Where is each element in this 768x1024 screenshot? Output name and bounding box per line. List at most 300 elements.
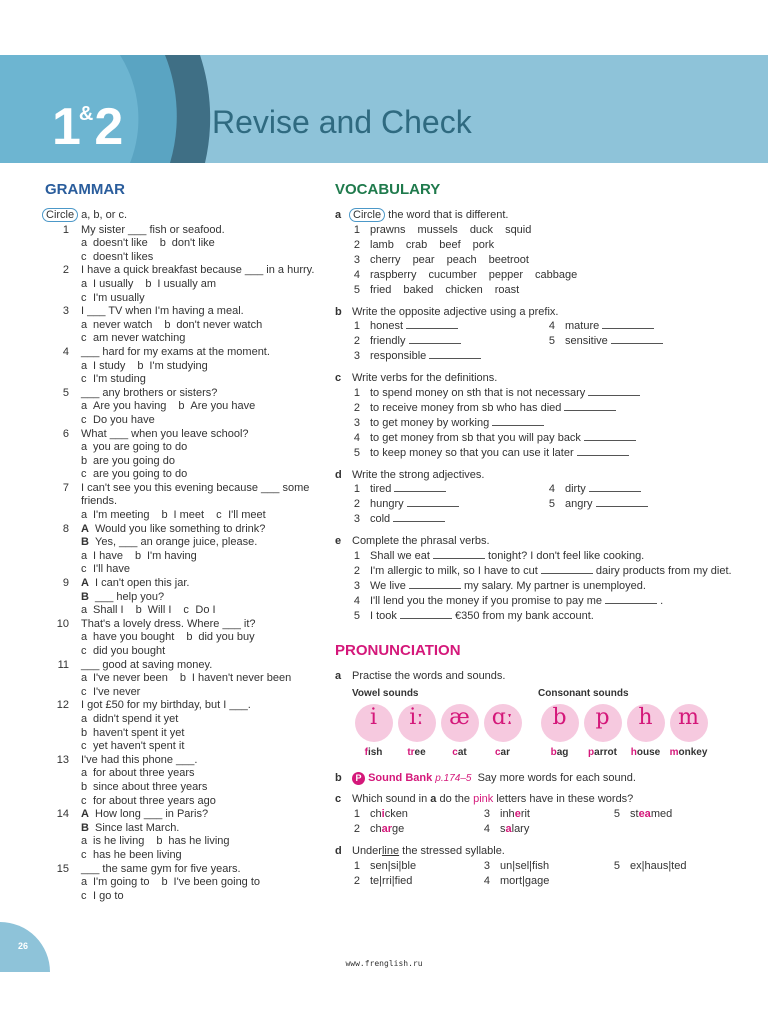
word-option[interactable]: pepper (488, 268, 524, 281)
item-number: 5 (613, 807, 620, 820)
highlighted-letters: m (669, 747, 679, 759)
exercise-item: 1 to spend money on sth that is not necessary (352, 386, 735, 401)
answer-option[interactable]: c I'll have (81, 563, 130, 576)
answer-option[interactable]: a doesn't like (81, 237, 148, 250)
grammar-heading: GRAMMAR (45, 181, 125, 198)
exercise-item: 3 We live my salary. My partner is unemployed. (353, 579, 646, 592)
sound-symbol: ɑː (491, 705, 514, 731)
vocab-exercise-d: d Write the strong adjectives. 1 tired 4 dirty 2 hungry 5 angry 3 cold (335, 469, 735, 528)
answer-option[interactable]: c Do I (183, 604, 216, 617)
item-number: 1 (353, 320, 360, 333)
sound-item (581, 704, 624, 760)
question-text: B Yes, ___ an orange juice, please. (81, 536, 258, 549)
answer-blank (605, 594, 657, 604)
answer-option[interactable]: a didn't spend it yet (81, 712, 179, 725)
option-letter: a (81, 509, 88, 522)
answer-blank (409, 579, 461, 589)
question-number: 1 (62, 223, 69, 236)
sound-bank-badge-icon: P (352, 772, 365, 785)
pink-letters: i (381, 807, 385, 820)
exercise-item: 4 I'll lend you the money if you promise to pay me . (353, 594, 664, 607)
item-number: 5 (353, 283, 360, 296)
item-number: 4 (483, 874, 490, 887)
right-column (335, 181, 735, 897)
question-text: 5 ___ any brothers or sisters? (45, 387, 320, 401)
answer-option[interactable]: c has he been living (81, 848, 182, 861)
word-option[interactable]: chicken (445, 283, 483, 296)
answer-option[interactable]: b Will I (135, 604, 172, 617)
pink-letters: e (514, 807, 521, 820)
option-line (45, 400, 320, 414)
pron-exercise-d: d Underline the stressed syllable. 1 sen|si|ble 3 un|sel|fish 5 ex|haus|ted 2 te|rri|fied 4 mort|gage (335, 845, 735, 889)
word-option[interactable]: beef (439, 238, 461, 251)
option-letter: b (161, 509, 168, 522)
circle-word: Circle (42, 208, 78, 222)
answer-blank (584, 431, 636, 441)
highlighted-letters: tr (407, 747, 415, 759)
option-line (45, 251, 320, 265)
question-text: B Since last March. (81, 821, 180, 834)
word-option[interactable]: cucumber (428, 268, 477, 281)
word-option[interactable]: baked (403, 283, 434, 296)
sound-picture-icon (584, 704, 622, 742)
option-letter: b (145, 277, 152, 290)
exercise-item: 5 sensitive (547, 334, 747, 349)
option-line (45, 604, 320, 618)
grammar-question (45, 387, 320, 428)
word-row (352, 223, 735, 238)
word-option[interactable]: pear (412, 253, 435, 266)
answer-option[interactable]: b since about three years (81, 780, 208, 793)
sound-item (481, 704, 524, 760)
option-letter: a (81, 277, 88, 290)
answer-option[interactable]: c I'm usually (81, 291, 145, 304)
answer-option[interactable]: a I've never been (81, 672, 168, 685)
question-text: 8 A Would you like something to drink? (45, 523, 320, 537)
word-option[interactable]: lamb (370, 238, 394, 251)
grammar-question (45, 754, 320, 808)
answer-option[interactable]: a you are going to do (81, 441, 188, 454)
exercise-item: 1 Shall we eat tonight? I don't feel like cooking. (353, 549, 645, 562)
answer-option[interactable]: c for about three years ago (81, 794, 216, 807)
option-letter: b (81, 726, 88, 739)
sound-picture-icon (670, 704, 708, 742)
exercise-item: 2 to receive money from sb who has died (352, 401, 735, 416)
sound-item (395, 704, 438, 760)
consonant-sounds-title: Consonant sounds (538, 687, 629, 699)
sound-symbol: p (595, 705, 610, 731)
answer-option[interactable]: b don't never watch (164, 318, 263, 331)
answer-option[interactable]: b haven't spent it yet (81, 726, 185, 739)
option-letter: a (81, 835, 88, 848)
option-line (45, 237, 320, 251)
item-number: 1 (353, 223, 360, 236)
question-text: 12 I got £50 for my birthday, but I ___. (45, 699, 320, 713)
option-line (45, 468, 320, 482)
word-option[interactable]: fried (370, 283, 392, 296)
word-option[interactable]: duck (469, 223, 494, 236)
question-text: 14 A How long ___ in Paris? (45, 808, 320, 822)
grammar-question-list (45, 224, 320, 904)
answer-blank (589, 482, 641, 492)
item-number: 2 (353, 238, 360, 251)
answer-option[interactable]: b did you buy (186, 631, 255, 644)
option-line (45, 795, 320, 809)
answer-blank (564, 401, 616, 411)
item-number: 5 (353, 446, 360, 459)
option-line (45, 332, 320, 346)
item-number: 2 (353, 401, 360, 414)
item-number: 3 (483, 807, 490, 820)
option-line (45, 686, 320, 700)
word-option[interactable]: cherry (370, 253, 401, 266)
question-text: 10 That's a lovely dress. Where ___ it? (45, 618, 320, 632)
grammar-question (45, 523, 320, 577)
option-letter: c (81, 794, 87, 807)
exercise-item: 4 to get money from sb that you will pay back (352, 431, 735, 446)
exercise-item: 5 I took €350 from my bank account. (353, 609, 594, 622)
option-letter: a (81, 767, 88, 780)
grammar-question (45, 224, 320, 265)
sound-item (538, 704, 581, 760)
answer-blank (596, 497, 648, 507)
answer-option[interactable]: c I'll meet (216, 509, 266, 522)
answer-blank (611, 334, 663, 344)
option-letter: c (183, 604, 189, 617)
option-letter: b (186, 631, 193, 644)
option-line (45, 645, 320, 659)
exercise-item: 1 chicken (353, 807, 408, 820)
question-number: 4 (62, 345, 69, 358)
answer-option[interactable]: b I meet (161, 509, 205, 522)
word-row (352, 283, 735, 298)
unit-number: 1&2 (52, 98, 121, 156)
option-letter: b (179, 672, 186, 685)
sound-picture-icon (627, 704, 665, 742)
word-option[interactable]: crab (405, 238, 428, 251)
grammar-question (45, 305, 320, 346)
word-option[interactable]: raspberry (370, 268, 417, 281)
option-line (45, 373, 320, 387)
answer-option[interactable]: b has he living (156, 835, 230, 848)
exercise-item: 3 un|sel|fish (483, 859, 550, 872)
exercise-item: 4 dirty (547, 482, 747, 497)
item-number: 1 (353, 859, 360, 872)
option-letter: a (81, 359, 88, 372)
highlighted-letters: p (588, 747, 595, 759)
answer-blank (393, 512, 445, 522)
speaker-label: A (81, 522, 89, 535)
speaker-label: B (81, 536, 89, 549)
option-letter: c (81, 645, 87, 657)
page-title: Revise and Check (212, 104, 472, 140)
answer-option[interactable]: b I usually am (145, 277, 217, 290)
word-option[interactable]: mussels (417, 223, 458, 236)
answer-option[interactable]: c did you bought (81, 645, 166, 657)
sound-bank-link[interactable]: Sound Bank (368, 771, 433, 784)
question-number: 15 (56, 862, 69, 875)
exercise-item: 5 steamed (613, 807, 673, 820)
circle-word: Circle (349, 208, 385, 222)
item-number: 3 (353, 416, 360, 429)
answer-option[interactable]: a Are you having (81, 400, 167, 413)
answer-option[interactable]: a I'm going to (81, 876, 150, 889)
option-letter: a (81, 549, 88, 562)
option-line (45, 441, 320, 455)
sound-word: car (494, 747, 510, 759)
option-letter: a (81, 604, 88, 617)
exercise-item: 1 tired (352, 482, 547, 497)
item-number: 4 (353, 268, 360, 281)
option-letter: c (81, 413, 87, 426)
grammar-question (45, 863, 320, 904)
answer-blank (394, 482, 446, 492)
pron-exercise-c: c Which sound in a do the pink letters have in these words? 1 chicken 3 inherit 5 steamed 2 charge 4 salary (335, 793, 735, 837)
option-letter: c (81, 250, 87, 263)
question-text: 13 I've had this phone ___. (45, 754, 320, 768)
question-text: 6 What ___ when you leave school? (45, 428, 320, 442)
answer-option[interactable]: a Shall I (81, 604, 124, 617)
sound-symbol: iː (409, 705, 424, 731)
item-number: 4 (483, 822, 490, 835)
exercise-item: 1 sen|si|ble (353, 859, 417, 872)
speaker-label: B (81, 821, 89, 834)
sound-word: house (630, 747, 661, 759)
item-number: 1 (353, 386, 360, 399)
option-letter: a (81, 400, 88, 413)
word-option[interactable]: roast (494, 283, 520, 296)
question-text: 4 ___ hard for my exams at the moment. (45, 346, 320, 360)
exercise-item: 4 salary (483, 822, 530, 835)
option-line (45, 740, 320, 754)
word-option[interactable]: peach (446, 253, 477, 266)
grammar-question (45, 618, 320, 659)
grammar-question (45, 482, 320, 523)
grammar-question (45, 428, 320, 482)
option-letter: a (81, 237, 88, 250)
speaker-label: B (81, 590, 89, 603)
answer-option[interactable]: c I'm studing (81, 373, 146, 386)
grammar-question (45, 577, 320, 618)
option-letter: b (164, 318, 171, 331)
question-number: 11 (57, 658, 69, 671)
item-number: 2 (353, 498, 360, 511)
question-text: 7 I can't see you this evening because ___ some friends. (45, 482, 320, 509)
exercise-item: 3 cold (352, 512, 547, 527)
exercise-item: 3 to get money by working (352, 416, 735, 431)
answer-blank (429, 349, 481, 359)
exercise-item: 1 honest (352, 319, 547, 334)
item-number: 4 (353, 431, 360, 444)
option-letter: b (135, 604, 142, 617)
sound-item (438, 704, 481, 760)
answer-option[interactable]: a I'm meeting (81, 509, 150, 522)
highlighted-letters: b (550, 747, 557, 759)
option-line (45, 360, 320, 374)
option-letter: a (81, 441, 88, 454)
answer-option[interactable]: c are you going to do (81, 468, 188, 481)
question-text: 3 I ___ TV when I'm having a meal. (45, 305, 320, 319)
answer-option[interactable]: c yet haven't spent it (81, 740, 185, 753)
sound-word: tree (407, 747, 426, 759)
pron-exercise-b: b P Sound Bank p.174–5 Say more words for each sound. (335, 771, 636, 784)
highlighted-letters: c (452, 747, 458, 759)
word-option[interactable]: cabbage (535, 268, 578, 281)
answer-option[interactable]: c am never watching (81, 332, 186, 345)
sound-picture-icon (484, 704, 522, 742)
exercise-item: 5 ex|haus|ted (613, 859, 687, 872)
option-line (45, 292, 320, 306)
option-line (45, 672, 320, 686)
exercise-item: 2 I'm allergic to milk, so I have to cut dairy products from my diet. (353, 564, 732, 577)
exercise-item: 4 mature (547, 319, 747, 334)
sound-picture-icon (398, 704, 436, 742)
question-number: 8 (62, 522, 69, 535)
answer-option[interactable]: a I usually (81, 277, 134, 290)
option-line (45, 278, 320, 292)
answer-blank (577, 446, 629, 456)
option-line (45, 414, 320, 428)
answer-option[interactable]: a for about three years (81, 767, 195, 780)
item-number: 2 (353, 564, 360, 577)
item-number: 1 (353, 483, 360, 496)
answer-option[interactable]: a is he living (81, 835, 145, 848)
option-letter: c (81, 685, 87, 698)
option-line (45, 455, 320, 469)
exercise-item: 3 responsible (352, 349, 547, 364)
vowel-sounds-title: Vowel sounds (352, 687, 419, 699)
option-letter: b (81, 454, 88, 467)
pink-letters: ea (638, 807, 651, 820)
word-row (352, 253, 735, 268)
question-number: 12 (56, 699, 69, 712)
option-line (45, 767, 320, 781)
option-letter: c (81, 468, 87, 481)
sound-picture-icon (541, 704, 579, 742)
answer-option[interactable]: c I go to (81, 889, 124, 902)
grammar-question (45, 659, 320, 700)
answer-option[interactable]: b Are you have (178, 400, 256, 413)
question-text: 1 My sister ___ fish or seafood. (45, 224, 320, 238)
option-letter: b (137, 359, 144, 372)
sound-symbol: m (678, 705, 699, 731)
vocab-exercise-e: e Complete the phrasal verbs. 1 Shall we eat tonight? I don't feel like cooking. 2 I'm allergic to milk, so I have to cut dairy products from my diet. 3 We live my salary. My partner is unemployed. 4 I'll lend you the money if you promise to pay me . 5 I took €350 from my bank account. (335, 535, 735, 624)
item-number: 3 (353, 253, 360, 266)
item-number: 2 (353, 822, 360, 835)
answer-option[interactable]: b I'm having (134, 549, 197, 562)
exercise-item: 5 angry (547, 497, 747, 512)
sound-word: fish (364, 747, 383, 759)
answer-option[interactable]: a never watch (81, 318, 153, 331)
pronunciation-heading: PRONUNCIATION (335, 641, 461, 659)
option-line (45, 727, 320, 741)
pink-letters: ar (381, 822, 393, 835)
answer-blank (406, 319, 458, 329)
question-text: 15 ___ the same gym for five years. (45, 863, 320, 877)
question-text: B ___ help you? (81, 590, 165, 603)
answer-option[interactable]: b I've been going to (161, 876, 261, 889)
item-number: 4 (548, 483, 555, 496)
page-number: 26 (18, 941, 29, 951)
item-number: 4 (548, 320, 555, 333)
vocab-exercise-c: c Write verbs for the definitions. 1 to spend money on sth that is not necessary 2 to receive money from sb who has died 3 to get money by working 4 to get money from sb that you will pay back 5 to keep money so that you can use it later (335, 372, 735, 461)
answer-option[interactable]: c I've never (81, 685, 141, 698)
grammar-question (45, 346, 320, 387)
answer-option[interactable]: a have you bought (81, 631, 175, 644)
option-letter: a (81, 876, 88, 889)
answer-option[interactable]: a I study (81, 359, 126, 372)
answer-option[interactable]: c Do you have (81, 413, 155, 426)
question-number: 13 (56, 753, 69, 766)
word-option[interactable]: beetroot (488, 253, 529, 266)
option-letter: b (178, 400, 185, 413)
item-number: 1 (353, 807, 360, 820)
sound-picture-icon (441, 704, 479, 742)
option-line (45, 876, 320, 890)
vocab-exercise-a: a Circle the word that is different. 1 prawns mussels duck squid 2 lamb crab beef pork 3 cherry pear peach beetroot 4 raspberry cucumber pepper cabbage 5 fried baked chicken roast (335, 209, 735, 298)
sound-pictures (352, 704, 735, 760)
option-letter: b (134, 549, 142, 562)
option-letter: a (81, 712, 88, 725)
word-option[interactable]: pork (472, 238, 495, 251)
word-option[interactable]: prawns (370, 223, 406, 236)
sound-item (667, 704, 710, 760)
answer-option[interactable]: b are you going do (81, 454, 175, 467)
footer-url: www.frenglish.ru (345, 959, 423, 968)
question-number: 2 (62, 264, 69, 277)
option-line (45, 849, 320, 863)
exercise-item: 2 charge (353, 822, 405, 835)
sound-symbol: i (369, 705, 378, 731)
sound-word: bag (550, 747, 569, 759)
answer-option[interactable]: c doesn't likes (81, 250, 154, 263)
question-number: 10 (56, 617, 69, 630)
answer-blank (407, 497, 459, 507)
sound-symbol: æ (449, 705, 470, 731)
answer-option[interactable]: b I haven't never been (179, 672, 292, 685)
option-letter: a (81, 318, 88, 331)
option-letter: b (161, 876, 168, 889)
option-letter: c (81, 848, 87, 861)
option-letter: c (81, 291, 87, 304)
item-number: 3 (483, 859, 490, 872)
question-number: 3 (62, 305, 69, 318)
question-number: 7 (62, 481, 69, 494)
option-line (45, 835, 320, 849)
answer-option[interactable]: b don't like (159, 237, 215, 250)
exercise-item: 2 friendly (352, 334, 547, 349)
answer-blank (400, 609, 452, 619)
speaker-label: A (81, 577, 89, 590)
answer-option[interactable]: b I'm studying (137, 359, 208, 372)
item-number: 5 (548, 335, 555, 348)
highlighted-letters: f (364, 747, 368, 759)
answer-blank (541, 564, 593, 574)
word-option[interactable]: squid (505, 223, 532, 236)
option-letter: c (81, 332, 87, 345)
vocab-exercise-b: b Write the opposite adjective using a prefix. 1 honest 4 mature 2 friendly 5 sensitive 3 responsible (335, 306, 735, 365)
grammar-question (45, 264, 320, 305)
vocabulary-heading: VOCABULARY (335, 181, 441, 198)
item-number: 2 (353, 874, 360, 887)
sound-symbol: b (552, 705, 567, 731)
option-letter: c (81, 373, 87, 386)
item-number: 5 (548, 498, 555, 511)
sound-picture-icon (355, 704, 393, 742)
option-letter: a (81, 631, 88, 644)
answer-option[interactable]: a I have (81, 549, 123, 562)
word-row (352, 268, 735, 283)
